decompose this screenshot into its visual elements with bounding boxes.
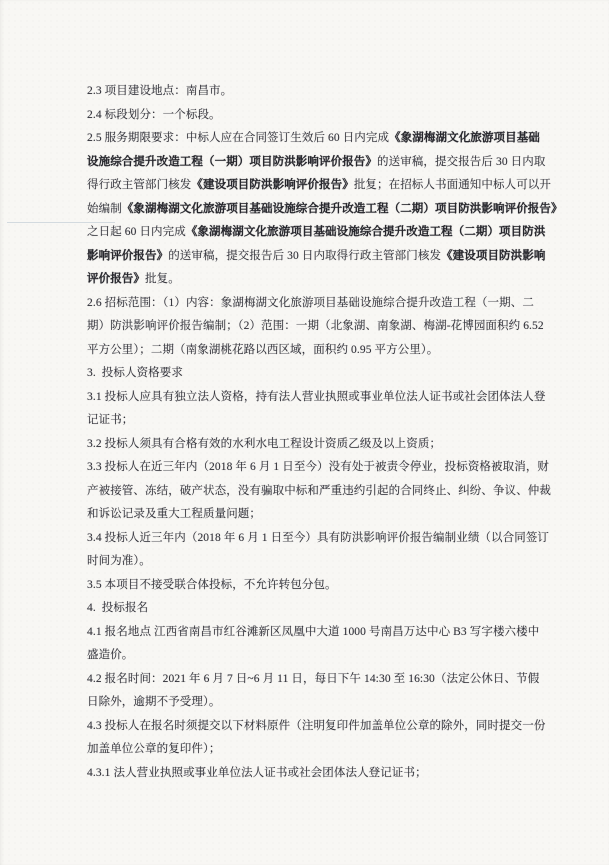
- text-line: [87, 127, 557, 151]
- text-line: [87, 362, 557, 386]
- text-line: [87, 644, 557, 668]
- text-line: [87, 762, 557, 786]
- text-line: [87, 339, 557, 363]
- text-segment: 4.1 报名地点 江西省南昌市红谷滩新区凤凰中大道 1000 号南昌万达中心 B3 写字楼六楼中: [87, 625, 540, 638]
- text-line: [87, 691, 557, 715]
- text-line: [87, 386, 557, 410]
- text-line: [87, 480, 557, 504]
- text-segment: 平方公里）；二期（南象湖桃花路以西区域，面积约 0.95 平方公里）。: [87, 343, 439, 356]
- document-title-reference: 《建设项目防洪影响评价报告》: [191, 179, 354, 191]
- text-segment: 的送审稿，提交报告后 30 日内取得行政主管部门核发: [168, 249, 442, 262]
- text-segment: 之日起 60 日内完成: [87, 226, 186, 238]
- text-segment: 4.3 投标人在报名时须提交以下材料原件（注明复印件加盖单位公章的除外，同时提交一份: [87, 719, 546, 732]
- document-title-reference: 影响评价报告》: [87, 249, 169, 262]
- text-segment: 加盖单位公章的复印件）；: [87, 743, 221, 755]
- text-segment: 盛造价。: [87, 649, 134, 661]
- text-segment: 和诉讼记录及重大工程质量问题；: [87, 508, 261, 520]
- text-segment: 2.3 项目建设地点：南昌市。: [87, 85, 233, 97]
- text-line: [87, 151, 557, 175]
- text-line: [87, 80, 557, 104]
- text-segment: 得行政主管部门核发: [87, 179, 192, 191]
- text-line: [87, 527, 557, 551]
- document-title-reference: 《象湖梅湖文化旅游项目基础设施综合提升改造工程（二期）项目防洪: [185, 226, 546, 238]
- document-title-reference: 《象湖梅湖文化旅游项目基础设施综合提升改造工程（二期）项目防洪影响评价报告》: [121, 202, 563, 215]
- text-line: [87, 315, 557, 339]
- text-segment: 始编制: [87, 202, 122, 215]
- document-body: [87, 80, 563, 785]
- text-segment: 4. 投标报名: [87, 602, 149, 614]
- text-line: [87, 574, 557, 598]
- text-line: [87, 433, 557, 457]
- text-segment: 4.2 报名时间：2021 年 6 月 7 日~6 月 11 日，每日下午 14:30 至 16:30（法定公休日、节假: [87, 672, 540, 685]
- text-segment: 3.3 投标人在近三年内（2018 年 6 月 1 日至今）没有处于被责令停业，投标资格被取消，财: [87, 461, 550, 473]
- text-segment: 3.4 投标人近三年内（2018 年 6 月 1 日至今）具有防洪影响评价报告编制业绩（以合同签订: [87, 531, 550, 544]
- text-segment: 批复；在招标人书面通知中标人可以开: [353, 179, 552, 191]
- text-segment: 3.2 投标人须具有合格有效的水利水电工程设计资质乙级及以上资质；: [87, 437, 442, 450]
- text-line: [87, 292, 557, 316]
- text-line: [87, 621, 557, 645]
- document-title-reference: 《建设项目防洪影响: [441, 249, 546, 262]
- text-line: [87, 597, 557, 621]
- text-line: [87, 409, 557, 433]
- text-segment: 2.5 服务期限要求：中标人应在合同签订生效后 60 日内完成: [87, 132, 390, 144]
- text-line: [87, 550, 557, 574]
- text-line: [87, 456, 557, 480]
- text-line: [87, 738, 557, 762]
- text-line: [87, 198, 563, 222]
- text-segment: 日除外，逾期不予受理）。: [87, 696, 221, 708]
- text-segment: 2.4 标段划分：一个标段。: [87, 108, 221, 121]
- text-line: [87, 715, 557, 739]
- text-segment: 2.6 招标范围：（1）内容：象湖梅湖文化旅游项目基础设施综合提升改造工程（一期、二: [87, 296, 534, 309]
- text-segment: 的送审稿，提交报告后 30 日内取: [377, 155, 546, 168]
- text-line: [87, 174, 557, 198]
- document-title-reference: 设施综合提升改造工程（一期）项目防洪影响评价报告》: [87, 155, 377, 168]
- text-segment: 3. 投标人资格要求: [87, 367, 183, 379]
- text-segment: 记证书；: [87, 414, 134, 426]
- document-title-reference: 《象湖梅湖文化旅游项目基础: [389, 132, 540, 144]
- text-line: [87, 104, 557, 128]
- text-segment: 产被接管、冻结，破产状态，没有骗取中标和严重违约引起的合同终止、纠纷、争议、仲裁: [87, 484, 551, 497]
- text-segment: 3.1 投标人应具有独立法人资格，持有法人营业执照或事业单位法人证书或社会团体法人登: [87, 390, 546, 403]
- document-title-reference: 评价报告》: [87, 273, 145, 285]
- text-line: [87, 245, 557, 269]
- text-segment: 批复。: [145, 273, 180, 285]
- text-line: [87, 221, 557, 245]
- text-segment: 期）防洪影响评价报告编制；（2）范围：一期（北象湖、南象湖、梅湖-花博园面积约 6.52: [87, 320, 544, 332]
- text-line: [87, 668, 557, 692]
- text-line: [87, 268, 557, 292]
- text-segment: 3.5 本项目不接受联合体投标，不允许转包分包。: [87, 578, 337, 591]
- text-line: [87, 503, 557, 527]
- text-segment: 时间为准）。: [87, 555, 151, 567]
- text-segment: 4.3.1 法人营业执照或事业单位法人证书或社会团体法人登记证书；: [87, 766, 427, 779]
